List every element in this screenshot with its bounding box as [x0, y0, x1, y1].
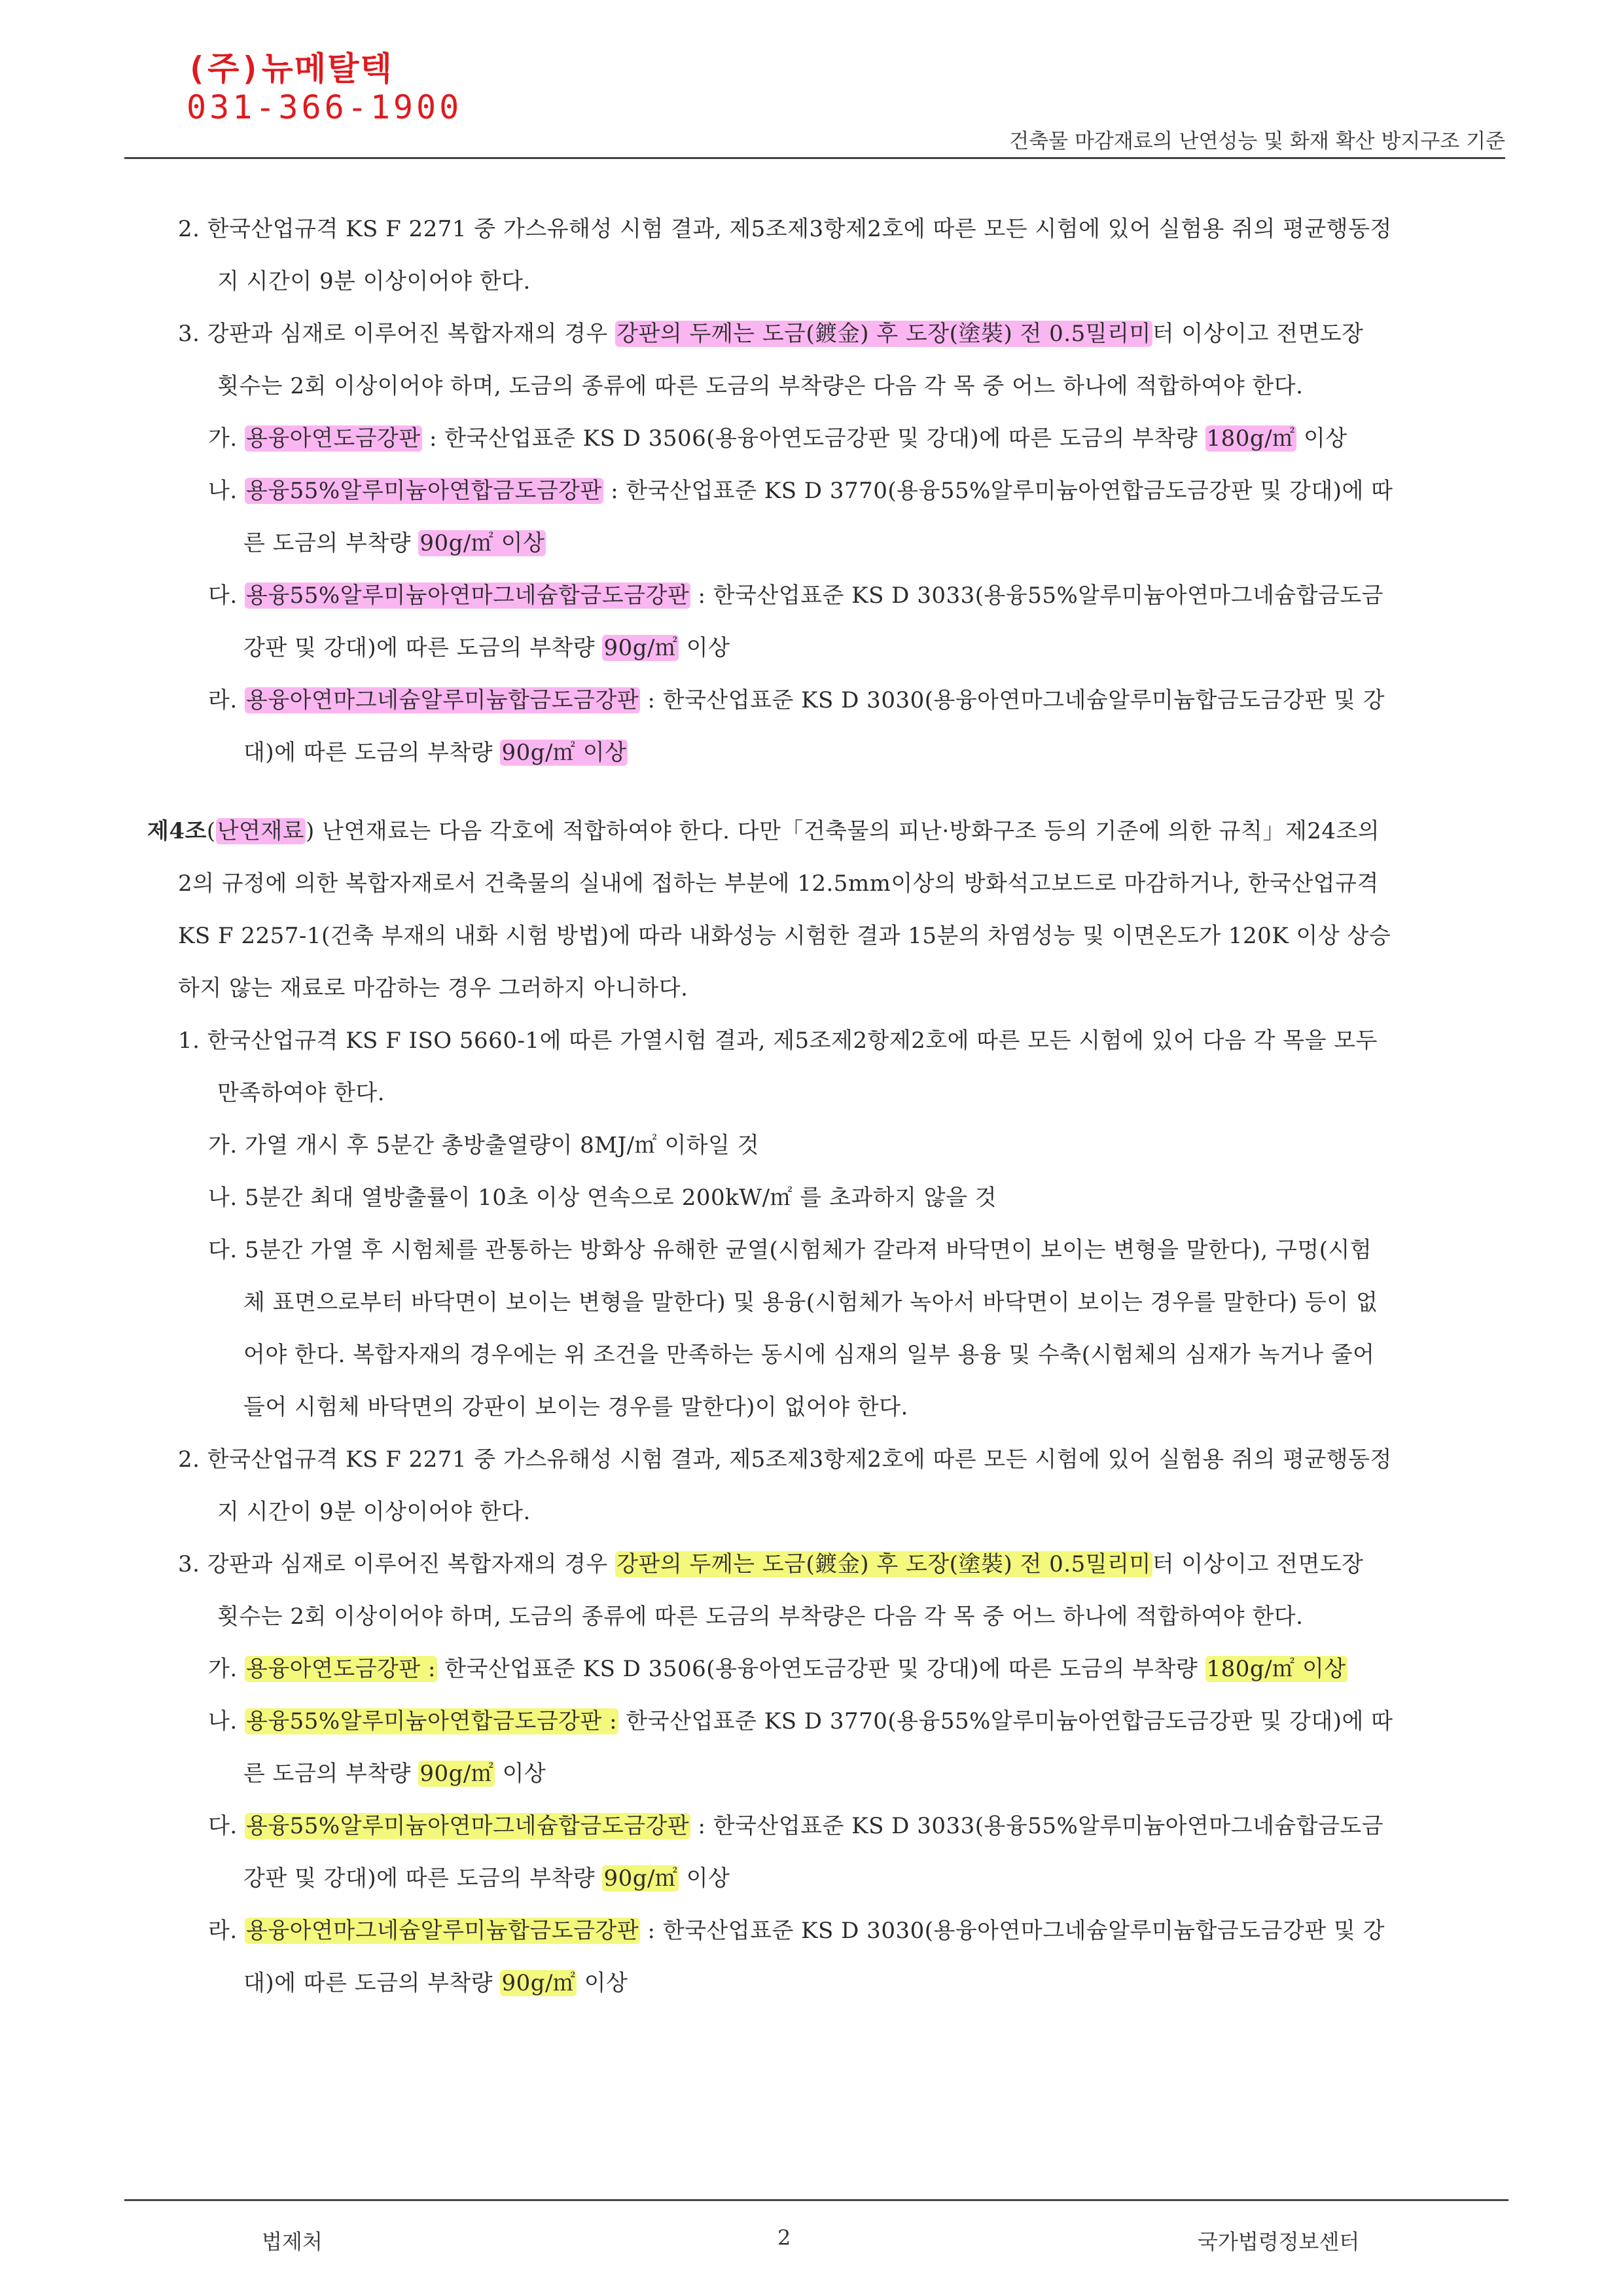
footer-page-number: 2	[777, 2225, 791, 2250]
text-segment: 3. 강판과 심재로 이루어진 복합자재의 경우	[178, 321, 616, 347]
text-line	[208, 1813, 1623, 1839]
highlighted-text: 강판의 두께는 도금(鍍金) 후 도장(塗裝) 전 0.5밀리미	[616, 1551, 1151, 1577]
text-segment: 횟수는 2회 이상이어야 하며, 도금의 종류에 따른 도금의 부착량은 다음 각 목 중 어느 하나에 적합하여야 한다.	[217, 1604, 1304, 1630]
highlighted-text: 90g/㎡	[603, 635, 678, 661]
text-line	[208, 687, 1623, 713]
highlighted-text: 180g/㎡ 이상	[1206, 1656, 1346, 1682]
text-segment: 강판 및 강대)에 따른 도금의 부착량	[243, 635, 603, 661]
text-line	[178, 923, 1623, 949]
text-segment: 나.	[208, 1708, 245, 1734]
text-segment: 한국산업표준 KS D 3506(용융아연도금강판 및 강대)에 따른 도금의 부착량	[437, 1656, 1205, 1682]
text-line	[208, 583, 1623, 609]
text-segment: (	[206, 818, 216, 844]
stamp-phone-number: 031-366-1900	[187, 88, 463, 126]
text-line	[217, 1499, 1623, 1525]
highlighted-text: 용융아연도금강판	[245, 425, 421, 452]
text-segment: 만족하여야 한다.	[217, 1080, 385, 1106]
text-line	[208, 1656, 1623, 1682]
text-line	[243, 1761, 1623, 1787]
text-segment: 이상	[679, 635, 730, 661]
text-segment: 이상	[1296, 425, 1347, 452]
text-segment: 이상	[679, 1865, 730, 1892]
text-segment: 지 시간이 9분 이상이어야 한다.	[217, 1499, 531, 1525]
text-segment: 어야 한다. 복합자재의 경우에는 위 조건을 만족하는 동시에 심재의 일부 용융 및 수축(시험체의 심재가 녹거나 줄어	[243, 1342, 1375, 1368]
highlighted-text: 난연재료	[217, 818, 305, 844]
text-segment: 이상	[577, 1970, 628, 1996]
text-segment: 강판 및 강대)에 따른 도금의 부착량	[243, 1865, 603, 1892]
text-line	[208, 1185, 1623, 1211]
text-segment: 이상	[495, 1761, 546, 1787]
text-segment: 른 도금의 부착량	[243, 1761, 419, 1787]
highlighted-text: 용융55%알루미늄아연합금도금강판 :	[245, 1708, 618, 1734]
highlighted-text: 90g/㎡ 이상	[419, 530, 545, 556]
text-line	[208, 1918, 1623, 1944]
text-segment: 터 이상이고 전면도장	[1152, 321, 1364, 347]
text-line	[217, 1604, 1623, 1630]
text-segment: 제4조	[147, 818, 207, 844]
highlighted-text: 180g/㎡	[1206, 425, 1295, 452]
text-segment: : 한국산업표준 KS D 3033(용융55%알루미늄아연마그네슘합금도금	[690, 1813, 1384, 1839]
text-segment: 른 도금의 부착량	[243, 530, 419, 556]
text-line	[178, 1551, 1623, 1577]
highlighted-text: 용융아연마그네슘알루미늄합금도금강판	[245, 1918, 639, 1944]
page-header-title: 건축물 마감재료의 난연성능 및 화재 확산 방지구조 기준	[1009, 130, 1505, 153]
highlighted-text: 90g/㎡ 이상	[501, 740, 627, 766]
text-line	[243, 635, 1623, 661]
company-stamp	[187, 51, 462, 126]
highlighted-text: 90g/㎡	[501, 1970, 576, 1996]
text-segment: 3. 강판과 심재로 이루어진 복합자재의 경우	[178, 1551, 616, 1577]
text-segment: 나.	[208, 478, 245, 504]
text-line	[243, 1865, 1623, 1892]
text-segment: 가.	[208, 425, 245, 452]
footer-divider	[124, 2199, 1508, 2201]
text-line	[243, 530, 1623, 556]
text-line	[243, 1342, 1623, 1368]
highlighted-text: 용융55%알루미늄아연합금도금강판	[245, 478, 602, 504]
text-line	[208, 478, 1623, 504]
text-line	[178, 1446, 1623, 1473]
text-segment: 대)에 따른 도금의 부착량	[243, 740, 501, 766]
text-segment: : 한국산업표준 KS D 3770(용융55%알루미늄아연합금도금강판 및 강대)에 따	[603, 478, 1393, 504]
text-line	[208, 1708, 1623, 1734]
highlighted-text: 강판의 두께는 도금(鍍金) 후 도장(塗裝) 전 0.5밀리미	[616, 321, 1151, 347]
text-line	[217, 268, 1623, 295]
text-line	[178, 870, 1623, 897]
text-segment: ) 난연재료는 다음 각호에 적합하여야 한다. 다만「건축물의 피난·방화구조 등의 기준에 의한 규칙」제24조의	[306, 818, 1380, 844]
text-segment: 1. 한국산업규격 KS F ISO 5660-1에 따른 가열시험 결과, 제5조제2항제2호에 따른 모든 시험에 있어 다음 각 목을 모두	[178, 1028, 1378, 1054]
text-segment: 다. 5분간 가열 후 시험체를 관통하는 방화상 유해한 균열(시험체가 갈라져 바닥면이 보이는 변형을 말한다), 구멍(시험	[208, 1237, 1372, 1263]
text-segment: 횟수는 2회 이상이어야 하며, 도금의 종류에 따른 도금의 부착량은 다음 각 목 중 어느 하나에 적합하여야 한다.	[217, 373, 1304, 399]
text-line	[178, 216, 1623, 242]
text-line	[217, 373, 1623, 399]
text-segment: 하지 않는 재료로 마감하는 경우 그러하지 아니하다.	[178, 975, 688, 1001]
highlighted-text: 용융55%알루미늄아연마그네슘합금도금강판	[245, 1813, 690, 1839]
footer-publisher: 법제처	[262, 2229, 323, 2254]
text-segment: : 한국산업표준 KS D 3030(용융아연마그네슘알루미늄합금도금강판 및 강	[640, 687, 1385, 713]
text-line	[243, 1970, 1623, 1996]
text-line	[243, 740, 1623, 766]
text-segment: : 한국산업표준 KS D 3033(용융55%알루미늄아연마그네슘합금도금	[690, 583, 1384, 609]
highlighted-text: 90g/㎡	[603, 1865, 678, 1892]
text-segment: 라.	[208, 687, 245, 713]
text-segment: 가. 가열 개시 후 5분간 총방출열량이 8MJ/㎡ 이하일 것	[208, 1132, 760, 1158]
text-line	[243, 1394, 1623, 1420]
text-segment: : 한국산업표준 KS D 3030(용융아연마그네슘알루미늄합금도금강판 및 강	[640, 1918, 1385, 1944]
footer-source: 국가법령정보센터	[1198, 2229, 1360, 2254]
text-segment: 들어 시험체 바닥면의 강판이 보이는 경우를 말한다)이 없어야 한다.	[243, 1394, 908, 1420]
text-line	[208, 1237, 1623, 1263]
text-segment: KS F 2257-1(건축 부재의 내화 시험 방법)에 따라 내화성능 시험한 결과 15분의 차염성능 및 이면온도가 120K 이상 상승	[178, 923, 1391, 949]
highlighted-text: 용융아연도금강판 :	[245, 1656, 436, 1682]
stamp-company-name: (주)뉴메탈텍	[187, 50, 393, 88]
text-line	[243, 1289, 1623, 1316]
text-segment: 2. 한국산업규격 KS F 2271 중 가스유해성 시험 결과, 제5조제3항제2호에 따른 모든 시험에 있어 실험용 쥐의 평균행동정	[178, 216, 1392, 242]
header-divider	[124, 157, 1505, 159]
text-segment: 라.	[208, 1918, 245, 1944]
text-segment: 다.	[208, 1813, 245, 1839]
text-line	[178, 975, 1623, 1001]
highlighted-text: 용융아연마그네슘알루미늄합금도금강판	[245, 687, 639, 713]
text-segment: 2. 한국산업규격 KS F 2271 중 가스유해성 시험 결과, 제5조제3항제2호에 따른 모든 시험에 있어 실험용 쥐의 평균행동정	[178, 1446, 1392, 1473]
text-line	[178, 1028, 1623, 1054]
text-segment: 가.	[208, 1656, 245, 1682]
text-segment: 대)에 따른 도금의 부착량	[243, 1970, 501, 1996]
text-line	[178, 321, 1623, 347]
highlighted-text: 90g/㎡	[419, 1761, 494, 1787]
text-segment: : 한국산업표준 KS D 3506(용융아연도금강판 및 강대)에 따른 도금의 부착량	[421, 425, 1205, 452]
text-segment: 체 표면으로부터 바닥면이 보이는 변형을 말한다) 및 용융(시험체가 녹아서 바닥면이 보이는 경우를 말한다) 등이 없	[243, 1289, 1378, 1316]
highlighted-text: 용융55%알루미늄아연마그네슘합금도금강판	[245, 583, 690, 609]
text-segment: 한국산업표준 KS D 3770(용융55%알루미늄아연합금도금강판 및 강대)에 따	[618, 1708, 1393, 1734]
text-segment: 나. 5분간 최대 열방출률이 10초 이상 연속으로 200kW/㎡ 를 초과하지 않을 것	[208, 1185, 997, 1211]
text-line	[217, 1080, 1623, 1106]
text-segment: 터 이상이고 전면도장	[1152, 1551, 1364, 1577]
text-line	[208, 1132, 1623, 1158]
text-line	[208, 425, 1623, 452]
text-segment: 2의 규정에 의한 복합자재로서 건축물의 실내에 접하는 부분에 12.5mm이상의 방화석고보드로 마감하거나, 한국산업규격	[178, 870, 1379, 897]
text-line	[147, 818, 1623, 844]
text-segment: 지 시간이 9분 이상이어야 한다.	[217, 268, 531, 295]
text-segment: 다.	[208, 583, 245, 609]
